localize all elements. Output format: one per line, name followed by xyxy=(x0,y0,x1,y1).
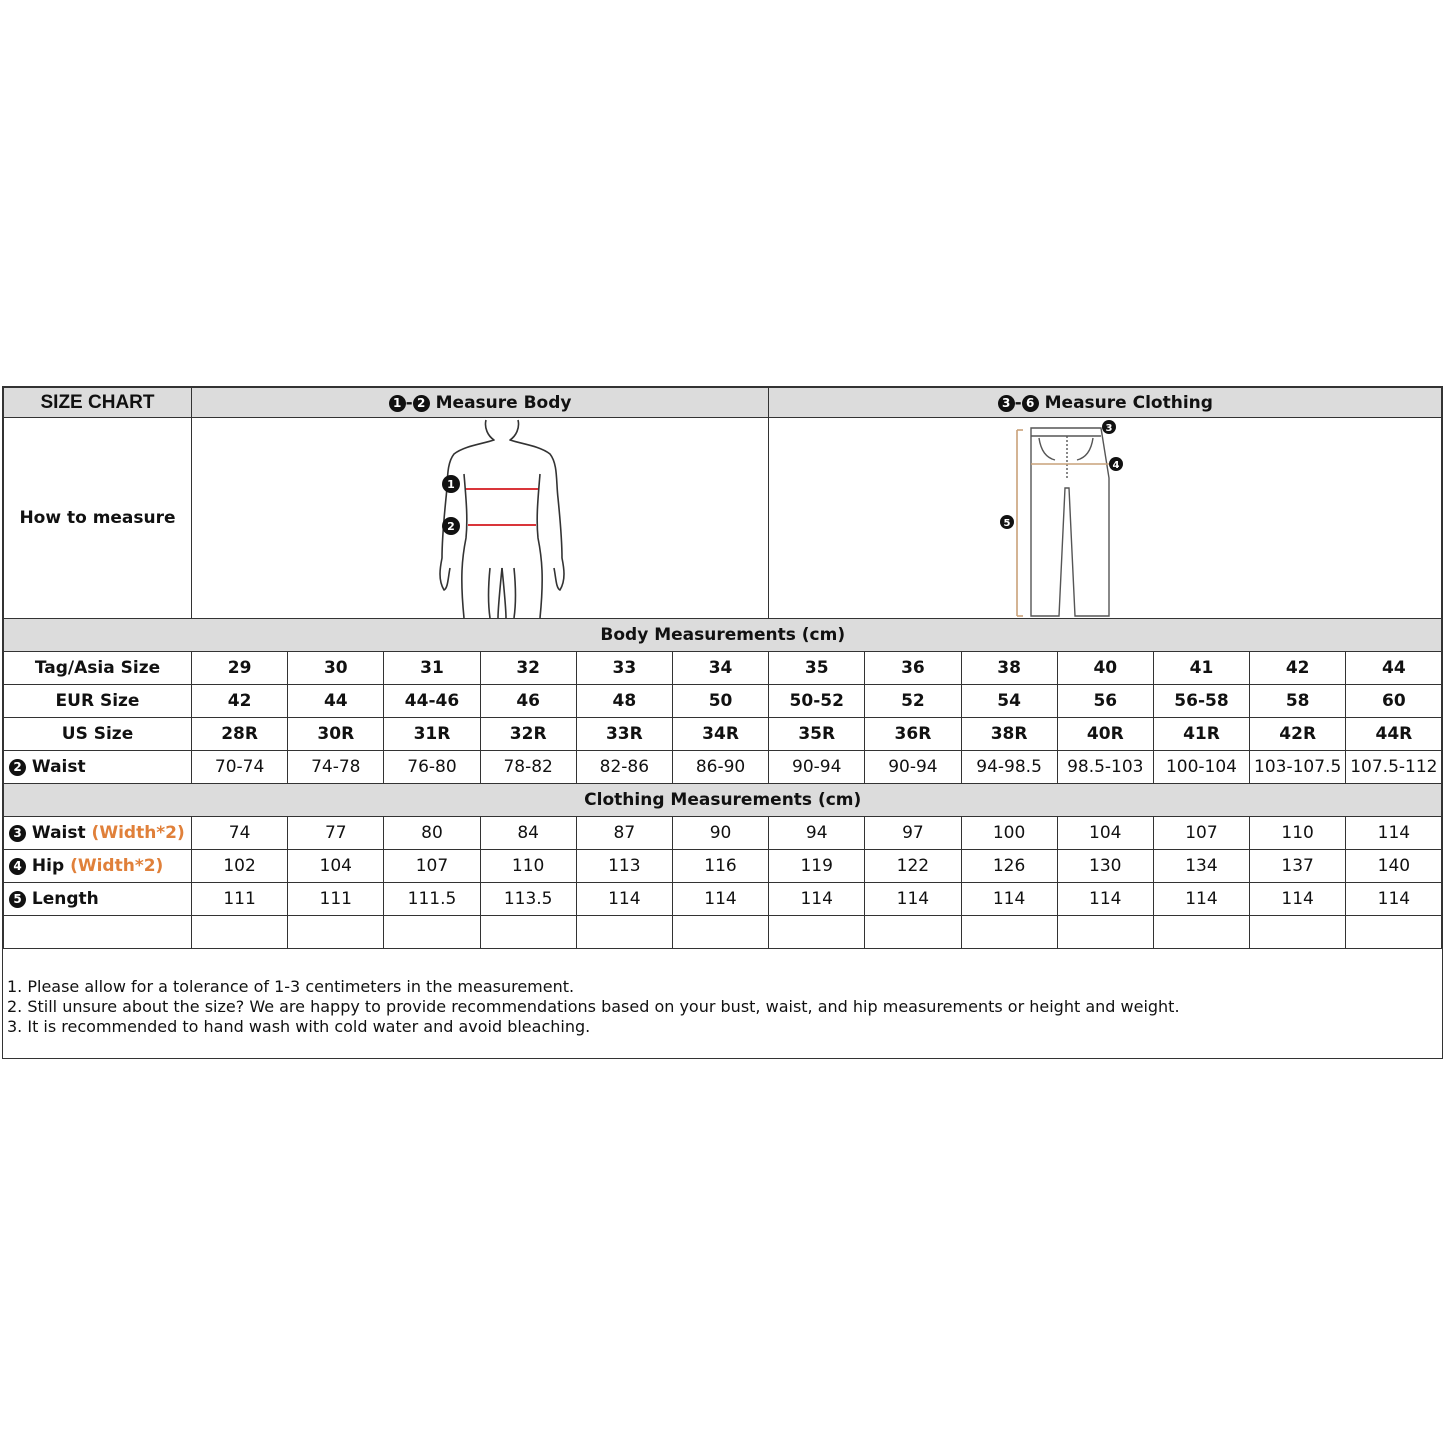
empty-cell xyxy=(1153,916,1249,949)
table-cell: 77 xyxy=(288,817,384,850)
empty-cell xyxy=(1346,916,1442,949)
empty-cell xyxy=(865,916,961,949)
table-cell: 29 xyxy=(192,652,288,685)
table-cell: 44 xyxy=(1346,652,1442,685)
table-cell: 100 xyxy=(961,817,1057,850)
table-cell: 114 xyxy=(1153,883,1249,916)
table-cell: 114 xyxy=(865,883,961,916)
empty-cell xyxy=(288,916,384,949)
table-cell: 36R xyxy=(865,718,961,751)
marker-icon: 5 xyxy=(9,891,26,908)
table-cell: 70-74 xyxy=(192,751,288,784)
table-row xyxy=(4,817,1442,850)
measure-clothing-header: 3 - 6 Measure Clothing xyxy=(769,388,1442,418)
body-diagram-cell xyxy=(192,418,769,619)
svg-text:5: 5 xyxy=(1003,518,1011,529)
empty-cell xyxy=(961,916,1057,949)
table-cell: 86-90 xyxy=(672,751,768,784)
size-chart xyxy=(2,386,1443,1059)
empty-cell xyxy=(4,916,192,949)
header-row xyxy=(4,388,1442,418)
table-cell: 54 xyxy=(961,685,1057,718)
table-cell: 114 xyxy=(961,883,1057,916)
table-cell: 30R xyxy=(288,718,384,751)
svg-text:3: 3 xyxy=(1105,423,1113,434)
table-cell: 94-98.5 xyxy=(961,751,1057,784)
measure-body-header: 1 - 2 Measure Body xyxy=(192,388,769,418)
table-cell: 134 xyxy=(1153,850,1249,883)
table-cell: 97 xyxy=(865,817,961,850)
table-cell: 33R xyxy=(576,718,672,751)
table-cell: 84 xyxy=(480,817,576,850)
table-cell: 82-86 xyxy=(576,751,672,784)
table-cell: 42 xyxy=(1250,652,1346,685)
table-cell: 122 xyxy=(865,850,961,883)
body-section-row xyxy=(4,619,1442,652)
table-cell: 107 xyxy=(1153,817,1249,850)
table-cell: 76-80 xyxy=(384,751,480,784)
table-cell: 28R xyxy=(192,718,288,751)
table-cell: 110 xyxy=(480,850,576,883)
table-cell: 140 xyxy=(1346,850,1442,883)
table-cell: 50-52 xyxy=(769,685,865,718)
table-row xyxy=(4,850,1442,883)
table-cell: 41 xyxy=(1153,652,1249,685)
table-cell: 58 xyxy=(1250,685,1346,718)
row-label: 3 Waist (Width*2) xyxy=(4,817,192,850)
table-cell: 46 xyxy=(480,685,576,718)
size-chart-title: SIZE CHART xyxy=(4,388,192,418)
table-cell: 100-104 xyxy=(1153,751,1249,784)
table-cell: 32 xyxy=(480,652,576,685)
width-note: (Width*2) xyxy=(91,823,185,843)
table-cell: 74 xyxy=(192,817,288,850)
table-cell: 98.5-103 xyxy=(1057,751,1153,784)
size-table xyxy=(3,387,1442,949)
empty-cell xyxy=(480,916,576,949)
table-cell: 119 xyxy=(769,850,865,883)
table-cell: 114 xyxy=(1250,883,1346,916)
row-label: 5 Length xyxy=(4,883,192,916)
table-cell: 44 xyxy=(288,685,384,718)
table-cell: 30 xyxy=(288,652,384,685)
how-to-measure-label: How to measure xyxy=(4,418,192,619)
table-cell: 74-78 xyxy=(288,751,384,784)
pants-diagram-cell xyxy=(769,418,1442,619)
table-cell: 56 xyxy=(1057,685,1153,718)
table-cell: 35 xyxy=(769,652,865,685)
table-cell: 32R xyxy=(480,718,576,751)
empty-cell xyxy=(576,916,672,949)
table-cell: 35R xyxy=(769,718,865,751)
body-silhouette-diagram xyxy=(192,418,769,618)
table-cell: 110 xyxy=(1250,817,1346,850)
note-item: 2. Still unsure about the size? We are happy to provide recommendations based on your bust, waist, and hip measurements or height and weight. xyxy=(7,997,1180,1016)
table-cell: 114 xyxy=(769,883,865,916)
table-cell: 126 xyxy=(961,850,1057,883)
clothing-section-row xyxy=(4,784,1442,817)
pants-diagram xyxy=(769,418,1389,618)
table-cell: 90 xyxy=(672,817,768,850)
table-cell: 34R xyxy=(672,718,768,751)
row-label: US Size xyxy=(4,718,192,751)
table-cell: 48 xyxy=(576,685,672,718)
table-cell: 44-46 xyxy=(384,685,480,718)
table-cell: 52 xyxy=(865,685,961,718)
marker-icon: 4 xyxy=(9,858,26,875)
table-row xyxy=(4,685,1442,718)
width-note: (Width*2) xyxy=(70,856,164,876)
table-cell: 41R xyxy=(1153,718,1249,751)
note-item: 3. It is recommended to hand wash with cold water and avoid bleaching. xyxy=(7,1017,591,1036)
table-cell: 113 xyxy=(576,850,672,883)
row-label: EUR Size xyxy=(4,685,192,718)
table-cell: 111.5 xyxy=(384,883,480,916)
empty-cell xyxy=(672,916,768,949)
table-cell: 103-107.5 xyxy=(1250,751,1346,784)
empty-cell xyxy=(769,916,865,949)
table-cell: 137 xyxy=(1250,850,1346,883)
table-cell: 114 xyxy=(672,883,768,916)
table-cell: 36 xyxy=(865,652,961,685)
table-cell: 44R xyxy=(1346,718,1442,751)
table-cell: 114 xyxy=(576,883,672,916)
table-cell: 87 xyxy=(576,817,672,850)
diagram-row xyxy=(4,418,1442,619)
table-cell: 94 xyxy=(769,817,865,850)
row-label: Tag/Asia Size xyxy=(4,652,192,685)
note-item: 1. Please allow for a tolerance of 1-3 centimeters in the measurement. xyxy=(7,977,575,996)
table-cell: 113.5 xyxy=(480,883,576,916)
table-row xyxy=(4,718,1442,751)
marker-icon: 2 xyxy=(9,759,26,776)
table-cell: 114 xyxy=(1057,883,1153,916)
svg-text:1: 1 xyxy=(447,478,455,491)
table-cell: 42 xyxy=(192,685,288,718)
table-cell: 111 xyxy=(192,883,288,916)
table-cell: 38 xyxy=(961,652,1057,685)
table-cell: 40 xyxy=(1057,652,1153,685)
empty-row xyxy=(4,916,1442,949)
table-cell: 102 xyxy=(192,850,288,883)
clothing-measurements-title: Clothing Measurements (cm) xyxy=(4,784,1442,817)
table-cell: 34 xyxy=(672,652,768,685)
empty-cell xyxy=(192,916,288,949)
table-row xyxy=(4,883,1442,916)
row-label: 2 Waist xyxy=(4,751,192,784)
table-cell: 107 xyxy=(384,850,480,883)
svg-text:2: 2 xyxy=(447,520,455,533)
table-cell: 33 xyxy=(576,652,672,685)
table-cell: 130 xyxy=(1057,850,1153,883)
empty-cell xyxy=(1250,916,1346,949)
table-cell: 42R xyxy=(1250,718,1346,751)
table-cell: 31R xyxy=(384,718,480,751)
body-measurements-title: Body Measurements (cm) xyxy=(4,619,1442,652)
svg-text:4: 4 xyxy=(1112,460,1120,471)
marker-icon: 3 xyxy=(9,825,26,842)
row-label: 4 Hip (Width*2) xyxy=(4,850,192,883)
table-cell: 90-94 xyxy=(769,751,865,784)
table-cell: 114 xyxy=(1346,817,1442,850)
notes xyxy=(7,977,1180,1037)
table-cell: 60 xyxy=(1346,685,1442,718)
table-cell: 40R xyxy=(1057,718,1153,751)
table-cell: 104 xyxy=(288,850,384,883)
table-cell: 107.5-112 xyxy=(1346,751,1442,784)
table-row xyxy=(4,751,1442,784)
table-cell: 111 xyxy=(288,883,384,916)
table-cell: 90-94 xyxy=(865,751,961,784)
table-cell: 78-82 xyxy=(480,751,576,784)
table-cell: 50 xyxy=(672,685,768,718)
table-cell: 104 xyxy=(1057,817,1153,850)
table-cell: 114 xyxy=(1346,883,1442,916)
table-cell: 56-58 xyxy=(1153,685,1249,718)
table-cell: 80 xyxy=(384,817,480,850)
table-cell: 116 xyxy=(672,850,768,883)
table-cell: 38R xyxy=(961,718,1057,751)
empty-cell xyxy=(384,916,480,949)
empty-cell xyxy=(1057,916,1153,949)
table-row xyxy=(4,652,1442,685)
table-cell: 31 xyxy=(384,652,480,685)
